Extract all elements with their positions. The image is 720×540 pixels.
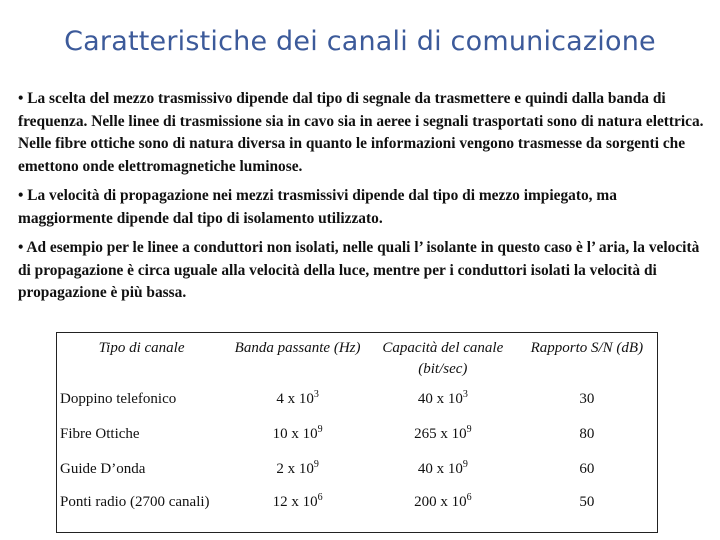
- header-snr: Rapporto S/N (dB): [530, 340, 644, 356]
- cell-snr: 60: [579, 461, 595, 477]
- cell-bandwidth-base: 12 x 10: [272, 494, 318, 510]
- cell-snr: 30: [579, 391, 595, 407]
- cell-capacity: [369, 419, 517, 454]
- cell-snr: 80: [579, 426, 595, 442]
- cell-bandwidth-exponent: 3: [313, 389, 319, 400]
- table-row: [57, 419, 658, 454]
- body-text: [18, 88, 708, 312]
- cell-bandwidth-exponent: 9: [317, 424, 323, 435]
- cell-bandwidth-base: 2 x 10: [276, 461, 314, 477]
- cell-capacity: [369, 384, 517, 419]
- cell-snr: 50: [579, 494, 595, 510]
- cell-bandwidth: [226, 487, 369, 533]
- cell-bandwidth-base: 4 x 10: [276, 391, 314, 407]
- cell-capacity-exponent: 6: [466, 492, 472, 503]
- cell-capacity-exponent: 9: [462, 459, 468, 470]
- cell-capacity-base: 40 x 10: [417, 461, 463, 477]
- header-bandwidth: Banda passante (Hz): [234, 340, 361, 356]
- paragraph-media-choice: • La scelta del mezzo trasmissivo dipende dal tipo di segnale da trasmettere e quindi dalla banda di frequenza. Nelle linee di trasmissione sia in cavo sia in aeree i segnali trasportati sono di natura elettrica. Nelle fibre ottiche sono di natura diversa in quanto le informazioni vengono trasmesse da sorgenti che emettono onde elettromagnetiche luminose.: [18, 90, 704, 175]
- slide-title: Caratteristiche dei canali di comunicazione: [64, 26, 656, 57]
- cell-capacity-base: 40 x 10: [417, 391, 463, 407]
- cell-channel: Fibre Ottiche: [60, 426, 140, 442]
- table-row: [57, 454, 658, 487]
- cell-capacity: [369, 487, 517, 533]
- cell-bandwidth: [226, 384, 369, 419]
- cell-bandwidth: [226, 419, 369, 454]
- header-channel-type: Tipo di canale: [98, 340, 185, 356]
- cell-capacity-base: 265 x 10: [414, 426, 467, 442]
- cell-capacity: [369, 454, 517, 487]
- cell-capacity-exponent: 9: [466, 424, 472, 435]
- cell-capacity-base: 200 x 10: [414, 494, 467, 510]
- cell-bandwidth-exponent: 6: [317, 492, 323, 503]
- cell-capacity-exponent: 3: [462, 389, 468, 400]
- channel-table: [56, 332, 658, 533]
- table-row: [57, 487, 658, 533]
- cell-channel: Guide D’onda: [60, 461, 146, 477]
- table-header-row: [57, 333, 658, 385]
- paragraph-propagation-speed: • La velocità di propagazione nei mezzi trasmissivi dipende dal tipo di mezzo impiegato, ma maggiormente dipende dal tipo di isolamento utilizzato.: [18, 187, 617, 227]
- cell-bandwidth-base: 10 x 10: [272, 426, 318, 442]
- cell-channel: Ponti radio (2700 canali): [60, 494, 210, 510]
- cell-bandwidth-exponent: 9: [313, 459, 319, 470]
- header-capacity: Capacità del canale (bit/sec): [382, 340, 504, 377]
- cell-channel: Doppino telefonico: [60, 391, 177, 407]
- table-row: [57, 384, 658, 419]
- cell-bandwidth: [226, 454, 369, 487]
- paragraph-example: • Ad esempio per le linee a conduttori non isolati, nelle quali l’ isolante in questo caso è l’ aria, la velocità di propagazione è circa uguale alla velocità della luce, mentre per i conduttori isolati la velocità di propagazione è più bassa.: [18, 239, 700, 301]
